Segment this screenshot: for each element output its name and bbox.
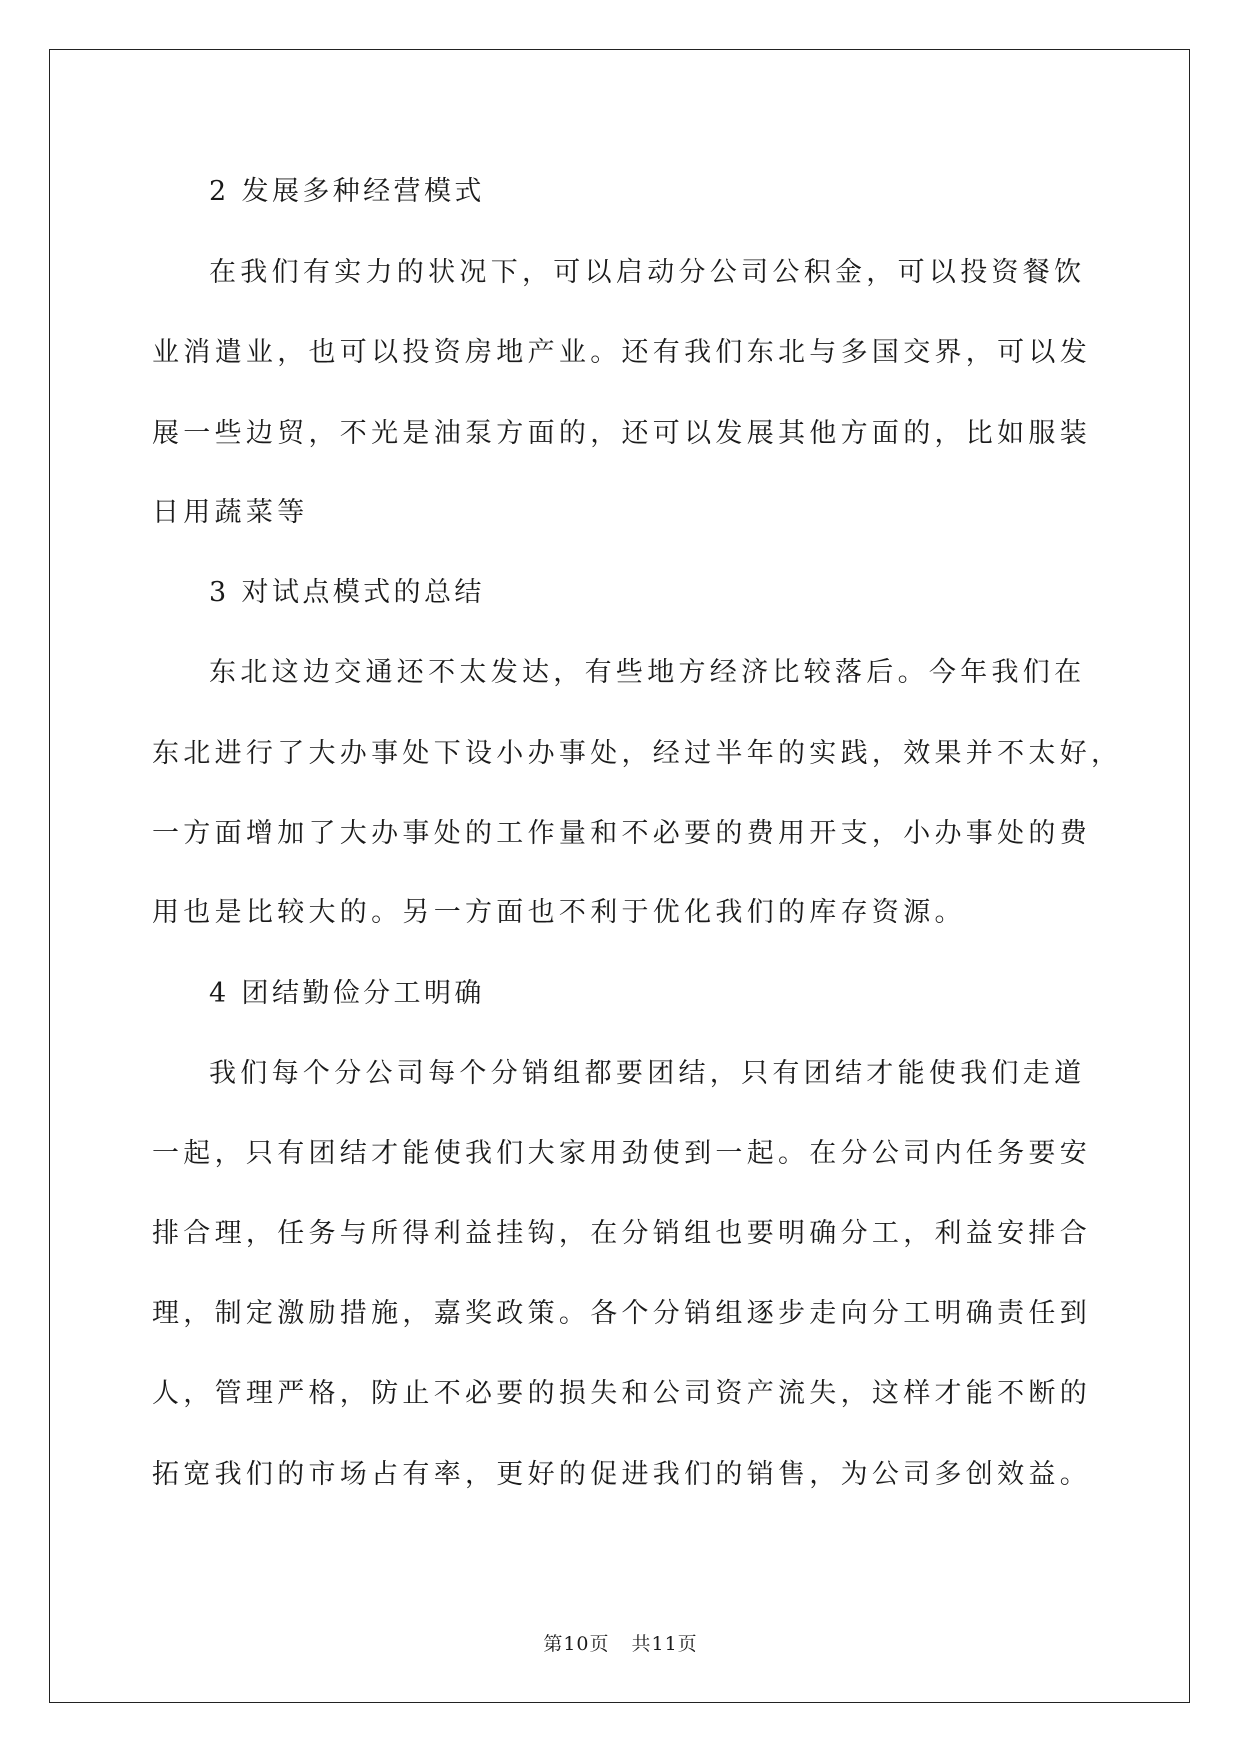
section-heading-4: 4 团结勤俭分工明确: [209, 978, 485, 1009]
paragraph-line: 排合理，任务与所得利益挂钩，在分销组也要明确分工，利益安排合: [152, 1218, 1091, 1249]
paragraph-line: 业消遣业，也可以投资房地产业。还有我们东北与多国交界，可以发: [152, 337, 1091, 368]
paragraph-line: 东北进行了大办事处下设小办事处，经过半年的实践，效果并不太好，: [152, 738, 1123, 769]
section-heading-2: 2 发展多种经营模式: [209, 176, 485, 207]
page-border: [49, 49, 1190, 1703]
paragraph-line: 拓宽我们的市场占有率，更好的促进我们的销售，为公司多创效益。: [152, 1459, 1091, 1490]
paragraph-line: 理，制定激励措施，嘉奖政策。各个分销组逐步走向分工明确责任到: [152, 1298, 1091, 1329]
paragraph-line: 我们每个分公司每个分销组都要团结，只有团结才能使我们走道: [209, 1058, 1086, 1089]
current-page-number: 第10页: [543, 1633, 610, 1655]
page-footer: [0, 1632, 1241, 1656]
paragraph-line: 一起，只有团结才能使我们大家用劲使到一起。在分公司内任务要安: [152, 1138, 1091, 1169]
section-heading-3: 3 对试点模式的总结: [209, 577, 485, 608]
paragraph-line: 在我们有实力的状况下，可以启动分公司公积金，可以投资餐饮: [209, 257, 1086, 288]
paragraph-line: 日用蔬菜等: [152, 497, 309, 528]
total-page-count: 共11页: [631, 1633, 698, 1655]
paragraph-line: 用也是比较大的。另一方面也不利于优化我们的库存资源。: [152, 897, 966, 928]
paragraph-line: 一方面增加了大办事处的工作量和不必要的费用开支，小办事处的费: [152, 818, 1091, 849]
paragraph-line: 东北这边交通还不太发达，有些地方经济比较落后。今年我们在: [209, 657, 1086, 688]
paragraph-line: 展一些边贸，不光是油泵方面的，还可以发展其他方面的，比如服装: [152, 418, 1091, 449]
paragraph-line: 人，管理严格，防止不必要的损失和公司资产流失，这样才能不断的: [152, 1378, 1091, 1409]
